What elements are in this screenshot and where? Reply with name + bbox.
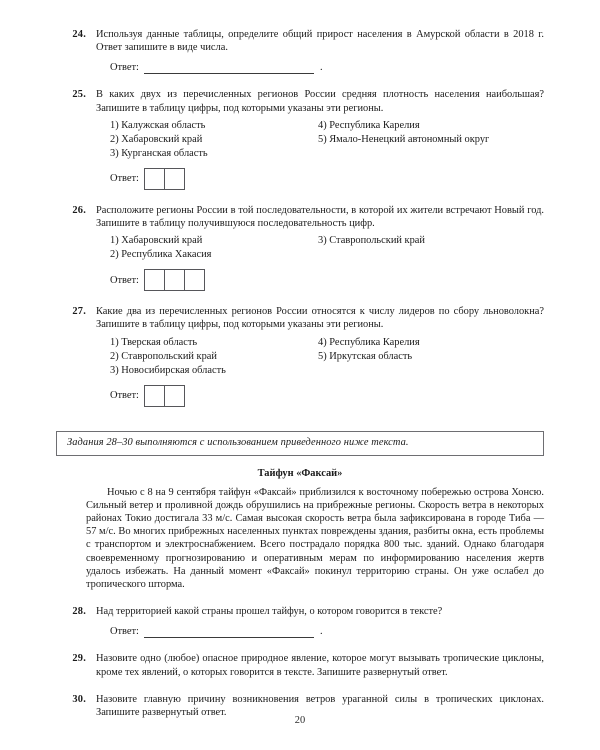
task-26-answer-label: Ответ: <box>110 274 139 286</box>
task-28-number: 28. <box>72 606 86 618</box>
task-28-answer-input[interactable] <box>144 626 314 638</box>
task-29 <box>56 652 544 678</box>
task-26-options <box>96 234 544 262</box>
task-25-option-4[interactable]: 4) Республика Карелия <box>318 119 420 131</box>
task-27-answer-boxes[interactable] <box>144 385 185 407</box>
task-24-number: 24. <box>72 29 86 40</box>
task-29-question: Назовите одно (любое) опасное природное явление, которое могут вызывать тропические циклоны, кроме тех явлений, о которых говорится в тексте. Запишите развернутый ответ. <box>96 653 544 678</box>
task-25-number: 25. <box>72 89 86 101</box>
task-25-option-2[interactable]: 2) Хабаровский край <box>110 133 203 145</box>
task-25-question: В каких двух из перечисленных регионов России средняя плотность населения наибольшая? Запишите в таблицу цифры, под которыми указаны эти регионы. <box>96 89 544 114</box>
task-27-option-3[interactable]: 3) Новосибирская область <box>110 364 226 376</box>
task-25-option-5[interactable]: 5) Ямало-Ненецкий автономный округ <box>318 133 490 145</box>
task-28 <box>56 605 544 638</box>
task-25-options <box>96 119 544 161</box>
task-24-answer-row <box>96 61 544 74</box>
task-25 <box>56 88 544 189</box>
task-30-number: 30. <box>72 693 86 705</box>
task-28-answer-label: Ответ: <box>110 626 139 638</box>
spacer <box>56 638 544 652</box>
answer-cell[interactable] <box>145 386 165 406</box>
answer-cell[interactable] <box>165 270 185 290</box>
answer-cell[interactable] <box>145 270 165 290</box>
instruction-box <box>56 431 544 456</box>
task-24-answer-input[interactable] <box>144 62 314 74</box>
spacer <box>56 679 544 693</box>
spacer <box>56 190 544 204</box>
task-27-option-5[interactable]: 5) Иркутская область <box>318 350 413 362</box>
passage-body: Ночью с 8 на 9 сентября тайфун «Факсай» приблизился к восточному побережью острова Хонсю. Сильный ветер и проливной дождь обрушились на прибрежные регионы. Скорость ветра в некоторых районах Токио достигала 33 м/с. Самая высокая скорость ветра была зафиксирована в городе Тиба — 57 м/с. Во многих прибрежных населенных пунктах повреждены здания, разбиты окна, есть проблемы с транспортом и электроснабжением. Всего пострадало порядка 800 тыс. зданий. Однако благодаря своевременному прогнозированию и оперативным мерам по информированию населения жертв удалось избежать. На данный момент «Факсай» покинул территорию страны. Он уже ослабел до тропического шторма. <box>86 486 544 591</box>
task-24-question: Используя данные таблицы, определите общий прирост населения в Амурской области в 2018 г. Ответ запишите в виде числа. <box>96 29 544 54</box>
task-26-question: Расположите регионы России в той последовательности, в которой их жители встречают Новый год. Запишите в таблицу получившуюся последовательность цифр. <box>96 204 544 230</box>
task-28-answer-trailing: . <box>319 626 323 638</box>
spacer <box>56 591 544 605</box>
task-26-option-3[interactable]: 3) Ставропольский край <box>318 235 425 247</box>
spacer <box>56 407 544 425</box>
task-25-answer-boxes[interactable] <box>144 168 185 190</box>
task-25-option-1[interactable]: 1) Калужская область <box>110 119 206 131</box>
page-number: 20 <box>294 715 306 726</box>
task-27-option-4[interactable]: 4) Республика Карелия <box>318 336 420 348</box>
spacer <box>56 74 544 88</box>
task-26-option-1[interactable]: 1) Хабаровский край <box>110 235 203 247</box>
task-25-answer-label: Ответ: <box>110 173 139 185</box>
task-28-question: Над территорией какой страны прошел тайфун, о котором говорится в тексте? <box>96 606 443 618</box>
task-26 <box>56 204 544 291</box>
answer-cell[interactable] <box>145 169 165 189</box>
task-27-question: Какие два из перечисленных регионов России относятся к числу лидеров по сбору льноволокна? Запишите в таблицу цифры, под которыми указаны эти регионы. <box>96 306 544 331</box>
task-26-answer-boxes[interactable] <box>144 269 205 291</box>
task-27-option-1[interactable]: 1) Тверская область <box>110 336 198 348</box>
task-27-answer-row <box>96 385 544 407</box>
task-24-answer-trailing: . <box>319 62 323 74</box>
task-27-number: 27. <box>72 306 86 318</box>
task-26-option-2[interactable]: 2) Республика Хакасия <box>110 249 212 261</box>
task-27 <box>56 305 544 406</box>
answer-cell[interactable] <box>165 386 185 406</box>
task-26-answer-row <box>96 269 544 291</box>
task-29-number: 29. <box>72 653 86 665</box>
task-27-options <box>96 336 544 378</box>
task-25-answer-row <box>96 168 544 190</box>
task-25-option-3[interactable]: 3) Курганская область <box>110 147 208 159</box>
spacer <box>56 291 544 305</box>
task-30-question: Назовите главную причину возникновения ветров ураганной силы в тропических циклонах. Запишите развернутый ответ. <box>96 693 544 719</box>
task-24 <box>56 28 544 74</box>
instruction-text: Задания 28–30 выполняются с использованием приведенного ниже текста. <box>67 436 409 448</box>
task-28-answer-row <box>96 625 544 638</box>
passage-title: Тайфун «Факсай» <box>257 467 343 479</box>
task-26-number: 26. <box>72 204 86 216</box>
answer-cell[interactable] <box>165 169 185 189</box>
task-27-answer-label: Ответ: <box>110 390 139 402</box>
task-24-answer-label: Ответ: <box>110 62 139 74</box>
answer-cell[interactable] <box>185 270 205 290</box>
task-27-option-2[interactable]: 2) Ставропольский край <box>110 350 217 362</box>
